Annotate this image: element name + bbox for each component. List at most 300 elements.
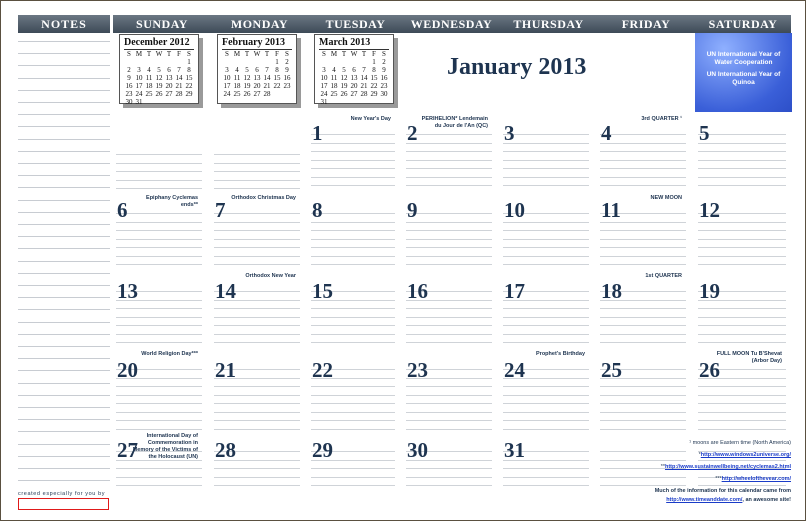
note-line[interactable]	[18, 175, 110, 176]
mini-day: 7	[362, 66, 366, 74]
cell-line	[116, 342, 202, 343]
cell-line	[600, 308, 686, 309]
day-event: NEW MOON	[650, 195, 682, 201]
day-number: 26	[699, 358, 720, 382]
mini-day: 29	[370, 90, 378, 98]
day-number: 19	[699, 279, 720, 303]
cell-line	[503, 308, 589, 309]
cell-line	[214, 239, 300, 240]
mini-day	[282, 90, 292, 98]
mini-day	[359, 58, 369, 66]
cell-line	[698, 429, 786, 430]
mini-day: 11	[145, 74, 153, 82]
cell-line	[311, 213, 395, 214]
day-event: Epiphany Cyclemas ends**	[146, 195, 198, 208]
footnote-3-mark: ***	[715, 476, 722, 482]
note-line[interactable]	[18, 261, 110, 262]
cell-line	[116, 256, 202, 257]
mini-weekday: S	[127, 50, 131, 58]
day-number: 21	[215, 358, 236, 382]
mini-day: 2	[127, 66, 131, 74]
footnote-info-suffix: , an awesome site!	[742, 497, 791, 503]
note-line[interactable]	[18, 41, 110, 42]
day-cell[interactable]	[698, 349, 786, 431]
mini-weekday: F	[177, 50, 181, 58]
cell-line	[311, 342, 395, 343]
note-line[interactable]	[18, 370, 110, 371]
cell-line	[503, 477, 589, 478]
mini-calendar-grid	[124, 50, 198, 106]
day-event: FULL MOON Tu B'Shevat (Arbor Day)	[716, 351, 782, 364]
day-number: 13	[117, 279, 138, 303]
day-cell[interactable]	[406, 193, 492, 271]
cell-line	[214, 230, 300, 231]
mini-weekday: W	[350, 50, 358, 58]
cell-line	[116, 308, 202, 309]
footnote-2-link[interactable]: http://www.sustainwellbeing.net/cyclemas2.html	[664, 464, 791, 470]
day-number: 31	[504, 438, 525, 462]
cell-line	[698, 239, 786, 240]
cell-line	[311, 222, 395, 223]
day-number: 14	[215, 279, 236, 303]
cell-line	[503, 317, 589, 318]
cell-line	[116, 477, 202, 478]
day-cell[interactable]	[406, 349, 492, 431]
cell-line	[116, 386, 202, 387]
footnote-info-link[interactable]: http://www.timeanddate.com/	[666, 497, 743, 503]
note-line[interactable]	[18, 444, 110, 445]
cell-line	[214, 342, 300, 343]
mini-day: 17	[320, 82, 328, 90]
cell-line	[406, 222, 492, 223]
day-cell[interactable]	[600, 114, 686, 193]
cell-line	[116, 334, 202, 335]
day-header-saturday: SATURDAY	[695, 15, 791, 33]
note-line[interactable]	[18, 212, 110, 213]
day-cell[interactable]	[311, 349, 395, 431]
day-cell[interactable]	[698, 114, 786, 193]
cell-line	[116, 403, 202, 404]
note-line[interactable]	[18, 139, 110, 140]
cell-line	[116, 420, 202, 421]
mini-day: 18	[330, 82, 338, 90]
mini-day: 19	[243, 82, 251, 90]
mini-day: 2	[382, 58, 386, 66]
mini-calendar	[314, 34, 394, 104]
mini-day: 28	[263, 90, 271, 98]
cell-line	[600, 247, 686, 248]
cell-line	[406, 168, 492, 169]
day-cell[interactable]	[311, 431, 395, 488]
note-line[interactable]	[18, 309, 110, 310]
cell-line	[406, 386, 492, 387]
day-cell[interactable]	[406, 114, 492, 193]
credit-input-box[interactable]	[18, 498, 109, 510]
mini-weekday: T	[166, 50, 172, 58]
note-line[interactable]	[18, 419, 110, 420]
mini-day: 5	[342, 66, 346, 74]
cell-line	[406, 317, 492, 318]
note-line[interactable]	[18, 285, 110, 286]
cell-line	[503, 185, 589, 186]
note-line[interactable]	[18, 224, 110, 225]
cell-line	[698, 230, 786, 231]
mini-weekday: F	[372, 50, 376, 58]
cell-line	[311, 334, 395, 335]
mini-day	[222, 58, 232, 66]
footnotes	[601, 439, 791, 508]
mini-day	[252, 58, 262, 66]
note-line[interactable]	[18, 151, 110, 152]
note-line[interactable]	[18, 334, 110, 335]
cell-line	[311, 308, 395, 309]
cell-line	[214, 334, 300, 335]
cell-line	[503, 468, 589, 469]
mini-day: 4	[235, 66, 239, 74]
mini-calendar-title: March 2013	[319, 37, 371, 48]
mini-day: 16	[283, 74, 291, 82]
mini-day: 19	[340, 82, 348, 90]
day-cell[interactable]	[116, 349, 202, 431]
cell-line	[406, 395, 492, 396]
note-line[interactable]	[18, 200, 110, 201]
day-cell[interactable]	[116, 114, 202, 193]
day-cell[interactable]	[503, 349, 589, 431]
cell-line	[406, 160, 492, 161]
day-number: 15	[312, 279, 333, 303]
footnote-info	[601, 487, 791, 505]
cell-line	[214, 429, 300, 430]
cell-line	[600, 185, 686, 186]
cell-line	[406, 177, 492, 178]
cell-line	[311, 134, 395, 135]
note-line[interactable]	[18, 273, 110, 274]
cell-line	[503, 264, 589, 265]
footnote-1-mark: *	[698, 452, 701, 458]
cell-line	[503, 429, 589, 430]
mini-day: 25	[330, 90, 338, 98]
note-line[interactable]	[18, 346, 110, 347]
day-number: 11	[601, 198, 621, 222]
cell-line	[406, 485, 492, 486]
mini-day: 13	[253, 74, 261, 82]
mini-weekday: T	[361, 50, 367, 58]
cell-line	[503, 386, 589, 387]
day-cell[interactable]	[406, 271, 492, 349]
note-line[interactable]	[18, 102, 110, 103]
mini-weekday: T	[244, 50, 250, 58]
mini-calendar-title: December 2012	[124, 37, 190, 48]
mini-day: 21	[263, 82, 271, 90]
day-number: 27	[117, 438, 138, 462]
note-line[interactable]	[18, 480, 110, 481]
mini-day: 31	[320, 98, 328, 106]
day-cell[interactable]	[600, 193, 686, 271]
mini-day: 4	[147, 66, 151, 74]
cell-line	[698, 134, 786, 135]
cell-line	[600, 412, 686, 413]
cell-line	[311, 403, 395, 404]
note-line[interactable]	[18, 395, 110, 396]
cell-line	[311, 429, 395, 430]
day-cell[interactable]	[600, 271, 686, 349]
cell-line	[406, 308, 492, 309]
mini-day: 2	[285, 58, 289, 66]
day-cell[interactable]	[311, 114, 395, 193]
mini-day: 24	[223, 90, 231, 98]
mini-calendar-title: February 2013	[222, 37, 286, 48]
mini-day: 27	[253, 90, 261, 98]
day-cell[interactable]	[116, 431, 202, 488]
mini-day: 8	[372, 66, 376, 74]
mini-day: 22	[273, 82, 281, 90]
mini-day	[262, 58, 272, 66]
mini-day	[154, 58, 164, 66]
mini-day: 8	[275, 66, 279, 74]
mini-day: 26	[340, 90, 348, 98]
notes-column	[18, 33, 110, 488]
cell-line	[311, 160, 395, 161]
day-number: 12	[699, 198, 720, 222]
day-cell[interactable]	[311, 271, 395, 349]
cell-line	[503, 160, 589, 161]
cell-line	[116, 247, 202, 248]
cell-line	[311, 468, 395, 469]
day-number: 28	[215, 438, 236, 462]
cell-line	[698, 334, 786, 335]
day-cell[interactable]	[503, 193, 589, 271]
mini-day: 21	[175, 82, 183, 90]
mini-day: 22	[185, 82, 193, 90]
cell-line	[503, 420, 589, 421]
note-line[interactable]	[18, 322, 110, 323]
mini-day: 24	[135, 90, 143, 98]
cell-line	[600, 429, 686, 430]
day-header-wednesday: WEDNESDAY	[403, 15, 500, 33]
mini-day	[329, 58, 339, 66]
cell-line	[503, 151, 589, 152]
cell-line	[214, 256, 300, 257]
mini-day: 8	[187, 66, 191, 74]
note-line[interactable]	[18, 53, 110, 54]
day-event: Orthodox New Year	[245, 273, 296, 279]
mini-day: 30	[380, 90, 388, 98]
cell-line	[503, 230, 589, 231]
cell-line	[600, 386, 686, 387]
mini-day: 21	[360, 82, 368, 90]
note-line[interactable]	[18, 114, 110, 115]
notes-header: NOTES	[18, 15, 110, 33]
mini-calendar-grid	[222, 50, 296, 98]
footnote-3-link[interactable]: http://wheelofthevear.com/	[721, 476, 791, 482]
mini-day	[339, 58, 349, 66]
note-line[interactable]	[18, 248, 110, 249]
day-cell[interactable]	[116, 271, 202, 349]
mini-day: 19	[155, 82, 163, 90]
mini-day	[184, 98, 194, 106]
day-cell[interactable]	[214, 193, 300, 271]
day-event: International Day of Commemoration in Memory of the Victims of the Holocaust (UN)	[132, 433, 198, 460]
mini-day	[164, 58, 174, 66]
cell-line	[600, 168, 686, 169]
cell-line	[503, 247, 589, 248]
cell-line	[311, 239, 395, 240]
mini-day	[272, 90, 282, 98]
cell-line	[311, 395, 395, 396]
day-cell[interactable]	[503, 431, 589, 488]
cell-line	[600, 342, 686, 343]
mini-day: 9	[285, 66, 289, 74]
cell-line	[503, 395, 589, 396]
note-line[interactable]	[18, 126, 110, 127]
cell-line	[311, 386, 395, 387]
mini-day	[154, 98, 164, 106]
cell-line	[503, 256, 589, 257]
note-line[interactable]	[18, 456, 110, 457]
footnote-1-link[interactable]: http://www.windows2universe.org/	[700, 452, 791, 458]
cell-line	[406, 239, 492, 240]
day-cell[interactable]	[214, 114, 300, 193]
day-header-friday: FRIDAY	[597, 15, 695, 33]
credit-label: created especially for you by	[18, 491, 106, 497]
day-cell[interactable]	[214, 431, 300, 488]
cell-line	[214, 308, 300, 309]
day-cell[interactable]	[503, 271, 589, 349]
note-line[interactable]	[18, 78, 110, 79]
note-line[interactable]	[18, 236, 110, 237]
mini-day: 17	[223, 82, 231, 90]
footnote-2-mark: **	[660, 464, 665, 470]
mini-day: 12	[155, 74, 163, 82]
cell-line	[116, 230, 202, 231]
cell-line	[503, 143, 589, 144]
cell-line	[214, 180, 300, 181]
note-line[interactable]	[18, 407, 110, 408]
mini-day: 1	[187, 58, 191, 66]
cell-line	[406, 342, 492, 343]
mini-day: 31	[135, 98, 143, 106]
cell-line	[406, 230, 492, 231]
note-line[interactable]	[18, 65, 110, 66]
day-cell[interactable]	[214, 349, 300, 431]
day-event: New Year's Day	[350, 116, 391, 122]
year-theme-water: UN International Year of Water Cooperation	[706, 51, 781, 66]
day-cell[interactable]	[311, 193, 395, 271]
mini-day: 30	[125, 98, 133, 106]
note-line[interactable]	[18, 297, 110, 298]
day-number: 8	[312, 198, 323, 222]
cell-line	[311, 412, 395, 413]
note-line[interactable]	[18, 163, 110, 164]
mini-day	[359, 98, 369, 106]
cell-line	[406, 185, 492, 186]
cell-line	[214, 213, 300, 214]
mini-day: 15	[273, 74, 281, 82]
mini-day: 17	[135, 82, 143, 90]
mini-day: 6	[352, 66, 356, 74]
note-line[interactable]	[18, 90, 110, 91]
note-line[interactable]	[18, 431, 110, 432]
mini-day	[349, 58, 359, 66]
cell-line	[600, 403, 686, 404]
cell-line	[406, 429, 492, 430]
mini-day	[174, 98, 184, 106]
cell-line	[698, 151, 786, 152]
cell-line	[116, 412, 202, 413]
day-event: 1st QUARTER	[645, 273, 682, 279]
cell-line	[503, 177, 589, 178]
note-line[interactable]	[18, 187, 110, 188]
day-cell[interactable]	[698, 193, 786, 271]
mini-day	[164, 98, 174, 106]
cell-line	[311, 477, 395, 478]
cell-line	[503, 168, 589, 169]
day-cell[interactable]	[214, 271, 300, 349]
mini-day: 23	[380, 82, 388, 90]
cell-line	[698, 412, 786, 413]
mini-day: 10	[320, 74, 328, 82]
mini-day: 11	[233, 74, 241, 82]
cell-line	[214, 154, 300, 155]
cell-line	[311, 420, 395, 421]
mini-day: 10	[223, 74, 231, 82]
year-theme-quinoa: UN International Year of Quinoa	[706, 71, 781, 86]
mini-weekday: S	[322, 50, 326, 58]
mini-day: 23	[283, 82, 291, 90]
cell-line	[214, 222, 300, 223]
note-line[interactable]	[18, 358, 110, 359]
note-line[interactable]	[18, 468, 110, 469]
mini-day: 28	[360, 90, 368, 98]
mini-day: 5	[157, 66, 161, 74]
cell-line	[503, 239, 589, 240]
day-event: Orthodox Christmas Day	[231, 195, 296, 201]
footnote-moons: ¹ moons are Eastern time (North America)	[689, 440, 791, 446]
mini-day: 12	[243, 74, 251, 82]
mini-day: 28	[175, 90, 183, 98]
cell-line	[406, 134, 492, 135]
cell-line	[600, 230, 686, 231]
mini-day: 5	[245, 66, 249, 74]
day-event: World Religion Day***	[141, 351, 198, 357]
mini-calendar-grid	[319, 50, 393, 106]
day-number: 7	[215, 198, 226, 222]
mini-weekday: T	[264, 50, 270, 58]
day-header-monday: MONDAY	[211, 15, 308, 33]
cell-line	[600, 317, 686, 318]
note-line[interactable]	[18, 383, 110, 384]
day-number: 20	[117, 358, 138, 382]
cell-line	[406, 420, 492, 421]
day-header-thursday: THURSDAY	[500, 15, 597, 33]
day-cell[interactable]	[600, 349, 686, 431]
day-cell[interactable]	[503, 114, 589, 193]
day-cell[interactable]	[116, 193, 202, 271]
mini-day: 22	[370, 82, 378, 90]
mini-day	[319, 58, 329, 66]
cell-line	[600, 325, 686, 326]
mini-day: 9	[127, 74, 131, 82]
cell-line	[698, 247, 786, 248]
day-number: 4	[601, 121, 612, 145]
mini-day: 14	[263, 74, 271, 82]
day-cell[interactable]	[698, 271, 786, 349]
day-cell[interactable]	[406, 431, 492, 488]
cell-line	[116, 429, 202, 430]
mini-day: 16	[125, 82, 133, 90]
mini-day: 10	[135, 74, 143, 82]
cell-line	[503, 342, 589, 343]
